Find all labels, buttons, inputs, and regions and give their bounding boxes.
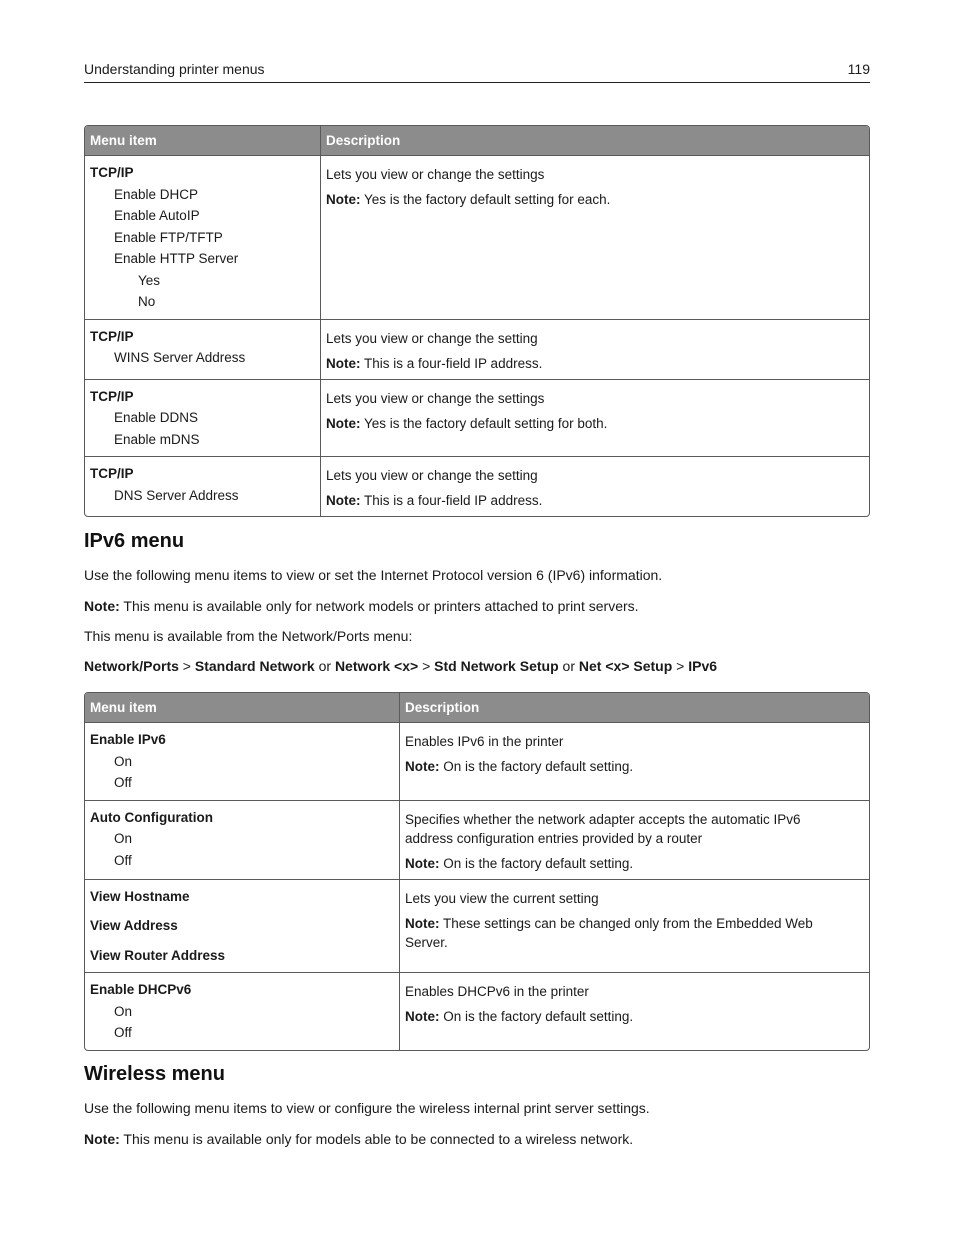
option-value: On — [114, 831, 133, 846]
description-text: Specifies whether the network adapter accepts the automatic IPv6 address configuration entries provided by a router — [405, 811, 801, 846]
description-cell — [399, 723, 869, 800]
ipv6-intro: Use the following menu items to view or set the Internet Protocol version 6 (IPv6) information. — [84, 567, 663, 583]
description-note: Note: These settings can be changed only from the Embedded Web Server. — [405, 915, 813, 950]
description-note: Note: On is the factory default setting. — [405, 759, 634, 774]
description-cell — [399, 800, 869, 879]
description-text: Lets you view or change the settings — [326, 167, 545, 182]
tcpip-menu-table — [84, 125, 870, 517]
description-note: Note: On is the factory default setting. — [405, 1009, 634, 1024]
menu-path: Network/Ports > Standard Network or Network <x> > Std Network Setup or Net <x> Setup > IPv6 — [84, 658, 718, 674]
page-number: 119 — [847, 61, 870, 77]
wireless-menu-heading: Wireless menu — [84, 1063, 225, 1085]
column-header-description: Description — [399, 693, 869, 723]
option-value: No — [138, 294, 156, 309]
column-header-description: Description — [320, 126, 869, 156]
description-cell — [399, 879, 869, 973]
menu-item-name: TCP/IP — [90, 328, 134, 344]
menu-item-cell — [85, 972, 399, 1050]
menu-item-cell — [85, 879, 399, 973]
ipv6-menu-heading: IPv6 menu — [84, 530, 185, 552]
description-note: Note: Yes is the factory default setting for each. — [326, 192, 611, 207]
submenu-item: Enable HTTP Server — [114, 251, 239, 266]
table-row — [85, 379, 869, 457]
menu-item-cell — [85, 723, 399, 800]
description-note: Note: On is the factory default setting. — [405, 855, 634, 871]
description-cell — [320, 456, 869, 516]
submenu-item: Enable mDNS — [114, 431, 200, 447]
menu-item-cell — [85, 800, 399, 879]
menu-item-name: View Hostname — [90, 888, 190, 904]
submenu-item: Enable AutoIP — [114, 208, 200, 223]
table-row — [85, 800, 869, 879]
submenu-item: DNS Server Address — [114, 487, 239, 503]
table-row — [85, 879, 869, 973]
option-value: Yes — [138, 272, 161, 288]
description-cell — [320, 319, 869, 379]
description-cell — [399, 972, 869, 1050]
column-header-menu-item: Menu item — [85, 126, 320, 156]
option-value: On — [114, 1003, 133, 1019]
page-header — [84, 60, 870, 83]
menu-item-cell — [85, 156, 320, 319]
submenu-item: WINS Server Address — [114, 350, 246, 365]
description-note: Note: This is a four-field IP address. — [326, 355, 543, 371]
menu-item-cell — [85, 319, 320, 379]
menu-item-name: Enable DHCPv6 — [90, 982, 192, 997]
running-title: Understanding printer menus — [84, 61, 265, 77]
description-cell — [320, 379, 869, 457]
description-text: Lets you view or change the setting — [326, 330, 538, 346]
column-header-menu-item: Menu item — [85, 693, 399, 723]
menu-item-name: View Router Address — [90, 947, 226, 963]
description-text: Lets you view the current setting — [405, 890, 599, 906]
menu-item-name: View Address — [90, 918, 178, 933]
description-text: Enables IPv6 in the printer — [405, 734, 564, 749]
table-row — [85, 972, 869, 1050]
menu-item-cell — [85, 379, 320, 457]
table-row — [85, 723, 869, 800]
menu-item-name: Auto Configuration — [90, 809, 213, 825]
description-text: Lets you view or change the settings — [326, 390, 545, 406]
wireless-note: Note: This menu is available only for models able to be connected to a wireless network. — [84, 1131, 634, 1147]
description-text: Lets you view or change the setting — [326, 468, 538, 483]
description-note: Note: Yes is the factory default setting for both. — [326, 415, 608, 431]
option-value: Off — [114, 775, 132, 790]
menu-item-name: TCP/IP — [90, 388, 134, 404]
menu-item-name: TCP/IP — [90, 466, 134, 481]
option-value: Off — [114, 852, 132, 868]
ipv6-availability: This menu is available from the Network/Ports menu: — [84, 628, 413, 644]
ipv6-note: Note: This menu is available only for network models or printers attached to print servers. — [84, 598, 639, 614]
description-text: Enables DHCPv6 in the printer — [405, 984, 589, 999]
description-cell — [320, 156, 869, 319]
wireless-intro: Use the following menu items to view or configure the wireless internal print server settings. — [84, 1100, 650, 1116]
submenu-item: Enable FTP/TFTP — [114, 229, 223, 245]
table-row — [85, 319, 869, 379]
description-note: Note: This is a four-field IP address. — [326, 493, 543, 508]
menu-item-name: Enable IPv6 — [90, 732, 166, 747]
ipv6-menu-table — [84, 692, 870, 1051]
submenu-item: Enable DDNS — [114, 410, 199, 425]
table-row — [85, 156, 869, 319]
table-row — [85, 456, 869, 516]
submenu-item: Enable DHCP — [114, 186, 199, 202]
menu-item-cell — [85, 456, 320, 516]
option-value: On — [114, 753, 133, 769]
option-value: Off — [114, 1025, 132, 1040]
menu-item-name: TCP/IP — [90, 165, 134, 180]
